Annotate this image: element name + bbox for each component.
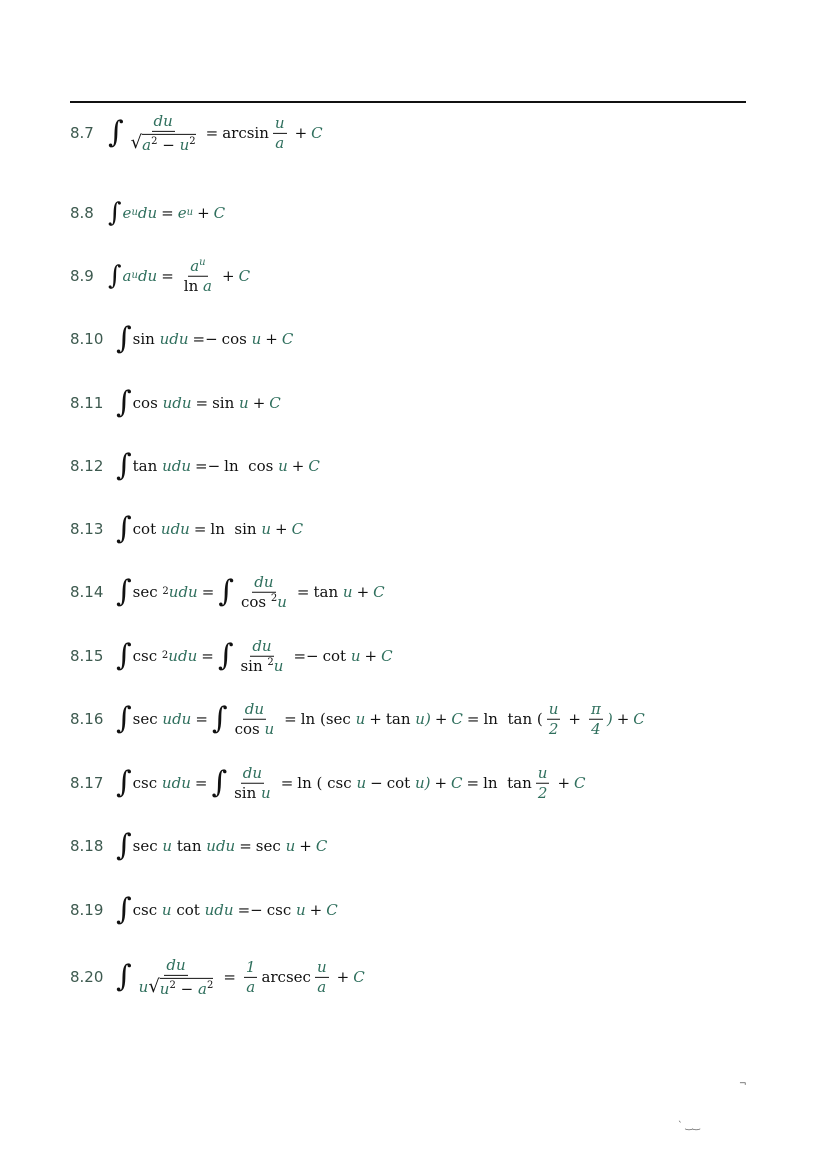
integral-sign: ∫	[116, 385, 132, 420]
fraction: $\frac{u}{2}$	[548, 699, 559, 738]
integral-sign: ∫	[211, 765, 228, 800]
fraction: du u √ $u^2 - a^2$	[138, 955, 214, 998]
formula-expression: ∫ du u √ $u^2 - a^2$ = $\frac{1}{a}$ arcsec $\frac{u}{a}$ + C	[116, 955, 365, 998]
formula-expression: ∫ cos u du = sin u + C	[116, 385, 281, 420]
fraction: $\frac{a^u}{\text{ln a}}$	[183, 256, 212, 295]
fraction: $\frac{u}{2}$	[537, 763, 548, 802]
fraction: $\frac{du}{\text{cos u}}$	[234, 699, 275, 738]
formula-expression: ∫ e u du = e u + C	[108, 198, 226, 228]
formula-expression: ∫ sec u du = ∫ $\frac{du}{\text{cos u}}$ = ln ( sec u + tan u ) + C = ln tan ( $\frac{u}{2}$ + $\frac{\pi}{4}$ ) + C	[116, 699, 645, 738]
scan-mark: ¬	[739, 1079, 747, 1089]
integral-sign: ∫	[116, 321, 132, 356]
integral-sign: ∫	[211, 701, 228, 736]
formula-number: 8.15	[70, 647, 104, 665]
scan-mark: ` ‿‿	[678, 1121, 700, 1131]
formula-8-13	[0, 499, 817, 559]
formula-number: 8.14	[70, 583, 104, 601]
integral-sign: ∫	[116, 574, 132, 609]
formula-number: 8.19	[70, 901, 104, 919]
fraction: $\frac{u}{a}$	[274, 113, 285, 152]
formula-expression: ∫ cot u du = ln sin u + C	[116, 511, 304, 546]
integral-sign: ∫	[116, 448, 132, 483]
fraction: du √ $a^2 - u^2$	[130, 111, 196, 154]
fraction: $\frac{1}{a}$	[245, 957, 256, 996]
formula-8-19	[0, 880, 817, 940]
formula-expression: ∫ du √ $a^2 - u^2$ = arcsin $\frac{u}{a}$ + C	[108, 111, 323, 154]
formula-number: 8.11	[70, 394, 104, 412]
formula-expression: ∫ tan u du =− ln cos u + C	[116, 448, 320, 483]
formula-8-11	[0, 373, 817, 433]
integral-sign: ∫	[116, 828, 132, 863]
formula-8-18	[0, 816, 817, 876]
fraction: $\frac{du}{\text{sin u}}$	[234, 763, 271, 802]
integral-sign: ∫	[116, 892, 132, 927]
formula-8-14	[0, 562, 817, 622]
formula-expression: ∫ sec u tan u du = sec u + C	[116, 828, 328, 863]
formula-expression: ∫ csc 2 u du = ∫ $\frac{du}{\sin ^2u}$ =− cot u + C	[116, 636, 393, 675]
formula-expression: ∫ csc u du = ∫ $\frac{du}{\text{sin u}}$ = ln ( csc u − cot u ) + C = ln tan $\frac{u}{2}$ + C	[116, 763, 586, 802]
integral-sign: ∫	[116, 959, 132, 994]
formula-number: 8.8	[70, 204, 94, 222]
formula-expression: ∫ a u du = $\frac{a^u}{\text{ln a}}$ + C	[108, 256, 251, 295]
formula-expression: ∫ csc u cot u du =− csc u + C	[116, 892, 338, 927]
fraction: $\frac{du}{\sin ^2u}$	[240, 636, 284, 675]
formula-expression: ∫ sin u du =− cos u + C	[116, 321, 294, 356]
formula-8-20	[0, 947, 817, 1007]
formula-number: 8.18	[70, 837, 104, 855]
integral-sign: ∫	[116, 638, 132, 673]
formula-number: 8.20	[70, 968, 104, 986]
formula-number: 8.16	[70, 710, 104, 728]
formula-8-16	[0, 689, 817, 749]
formula-number: 8.7	[70, 124, 94, 142]
integral-sign: ∫	[108, 261, 122, 291]
formula-8-8	[0, 183, 817, 243]
integral-sign: ∫	[108, 198, 122, 228]
formula-8-7	[0, 103, 817, 163]
formula-8-10	[0, 309, 817, 369]
formula-8-17	[0, 753, 817, 813]
formula-number: 8.17	[70, 774, 104, 792]
fraction: $\frac{\pi}{4}$	[591, 699, 601, 738]
integral-sign: ∫	[116, 701, 132, 736]
integral-sign: ∫	[116, 511, 132, 546]
formula-number: 8.12	[70, 457, 104, 475]
formula-expression: ∫ sec 2 u du = ∫ $\frac{du}{\cos ^2u}$ = tan u + C	[116, 572, 385, 611]
formula-8-15	[0, 626, 817, 686]
formula-number: 8.10	[70, 330, 104, 348]
fraction: $\frac{u}{a}$	[316, 957, 327, 996]
formula-8-12	[0, 436, 817, 496]
integral-sign: ∫	[218, 574, 234, 609]
formula-number: 8.9	[70, 267, 94, 285]
formula-number: 8.13	[70, 520, 104, 538]
fraction: $\frac{du}{\cos ^2u}$	[240, 572, 287, 611]
integral-sign: ∫	[108, 115, 124, 150]
formula-8-9	[0, 246, 817, 306]
integral-sign: ∫	[217, 638, 234, 673]
integral-sign: ∫	[116, 765, 132, 800]
